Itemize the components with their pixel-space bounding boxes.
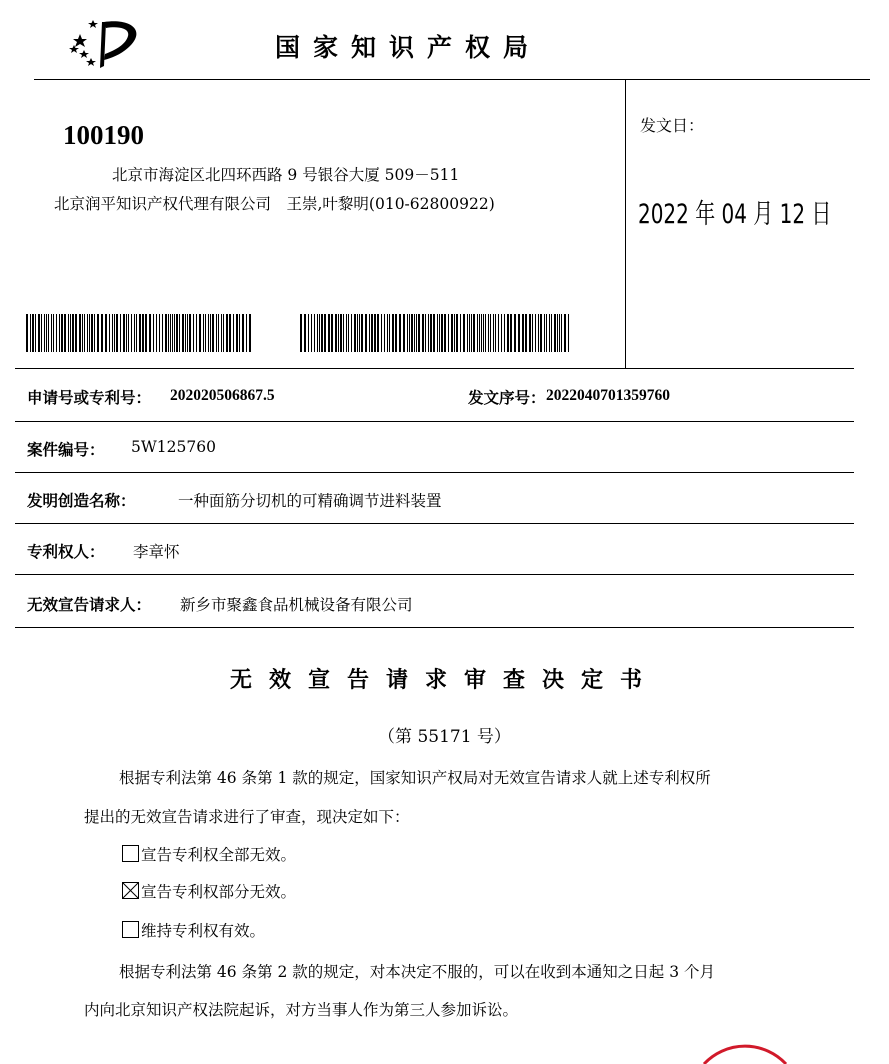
date-column-divider	[625, 79, 626, 368]
option-checkbox-partial-invalid	[122, 882, 139, 899]
office-title: 国家知识产权局	[275, 33, 542, 62]
invention-title-label: 发明创造名称：	[27, 491, 136, 510]
paragraph-1-line-1: 根据专利法第 46 条第 1 款的规定，国家知识产权局对无效宣告请求人就上述专利权所	[119, 769, 711, 787]
official-seal-icon	[700, 1024, 790, 1064]
patentee-value: 李章怀	[133, 543, 180, 561]
row-divider	[15, 368, 854, 369]
address-line: 北京市海淀区北四环西路 9 号银谷大厦 509－511	[112, 166, 460, 184]
application-number-value: 202020506867.5	[170, 387, 275, 404]
case-number-value: 5W125760	[131, 438, 216, 456]
patentee-label: 专利权人：	[27, 542, 105, 561]
row-divider	[15, 421, 854, 422]
paragraph-2-line-1: 根据专利法第 46 条第 2 款的规定，对本决定不服的，可以在收到本通知之日起 3 个月	[119, 963, 716, 981]
decision-number: （第 55171 号）	[378, 727, 511, 747]
option-checkbox-full-invalid	[122, 845, 139, 862]
postcode: 100190	[63, 120, 144, 150]
issue-date-label: 发文日：	[640, 116, 705, 135]
decision-title: 无效宣告请求审查决定书	[229, 668, 659, 693]
invention-title-value: 一种面筋分切机的可精确调节进料装置	[178, 492, 442, 510]
option-full-invalid: 宣告专利权全部无效。	[141, 846, 297, 864]
barcode-2	[300, 314, 572, 352]
paragraph-1-line-2: 提出的无效宣告请求进行了审查，现决定如下：	[84, 808, 410, 826]
row-divider	[15, 574, 854, 575]
requester-value: 新乡市聚鑫食品机械设备有限公司	[180, 596, 413, 614]
checkbox-cross-icon	[123, 883, 138, 898]
option-checkbox-maintain-valid	[122, 921, 139, 938]
issue-date: 2022 年 04 月 12 日	[638, 199, 832, 230]
option-maintain-valid: 维持专利权有效。	[141, 922, 266, 940]
case-number-label: 案件编号：	[27, 440, 105, 459]
paragraph-2-line-2: 内向北京知识产权法院起诉，对方当事人作为第三人参加诉讼。	[84, 1001, 519, 1019]
serial-number-value: 2022040701359760	[546, 387, 670, 404]
cnipa-logo-icon	[60, 12, 150, 70]
serial-number-label: 发文序号：	[468, 388, 546, 407]
row-divider	[15, 627, 854, 628]
barcode-1	[26, 314, 252, 352]
row-divider	[15, 472, 854, 473]
row-divider	[15, 523, 854, 524]
option-partial-invalid: 宣告专利权部分无效。	[141, 883, 297, 901]
requester-label: 无效宣告请求人：	[27, 595, 152, 614]
application-number-label: 申请号或专利号：	[27, 388, 152, 407]
agency-line: 北京润平知识产权代理有限公司 王崇,叶黎明(010-62800922)	[54, 195, 495, 213]
header-rule	[34, 79, 870, 80]
